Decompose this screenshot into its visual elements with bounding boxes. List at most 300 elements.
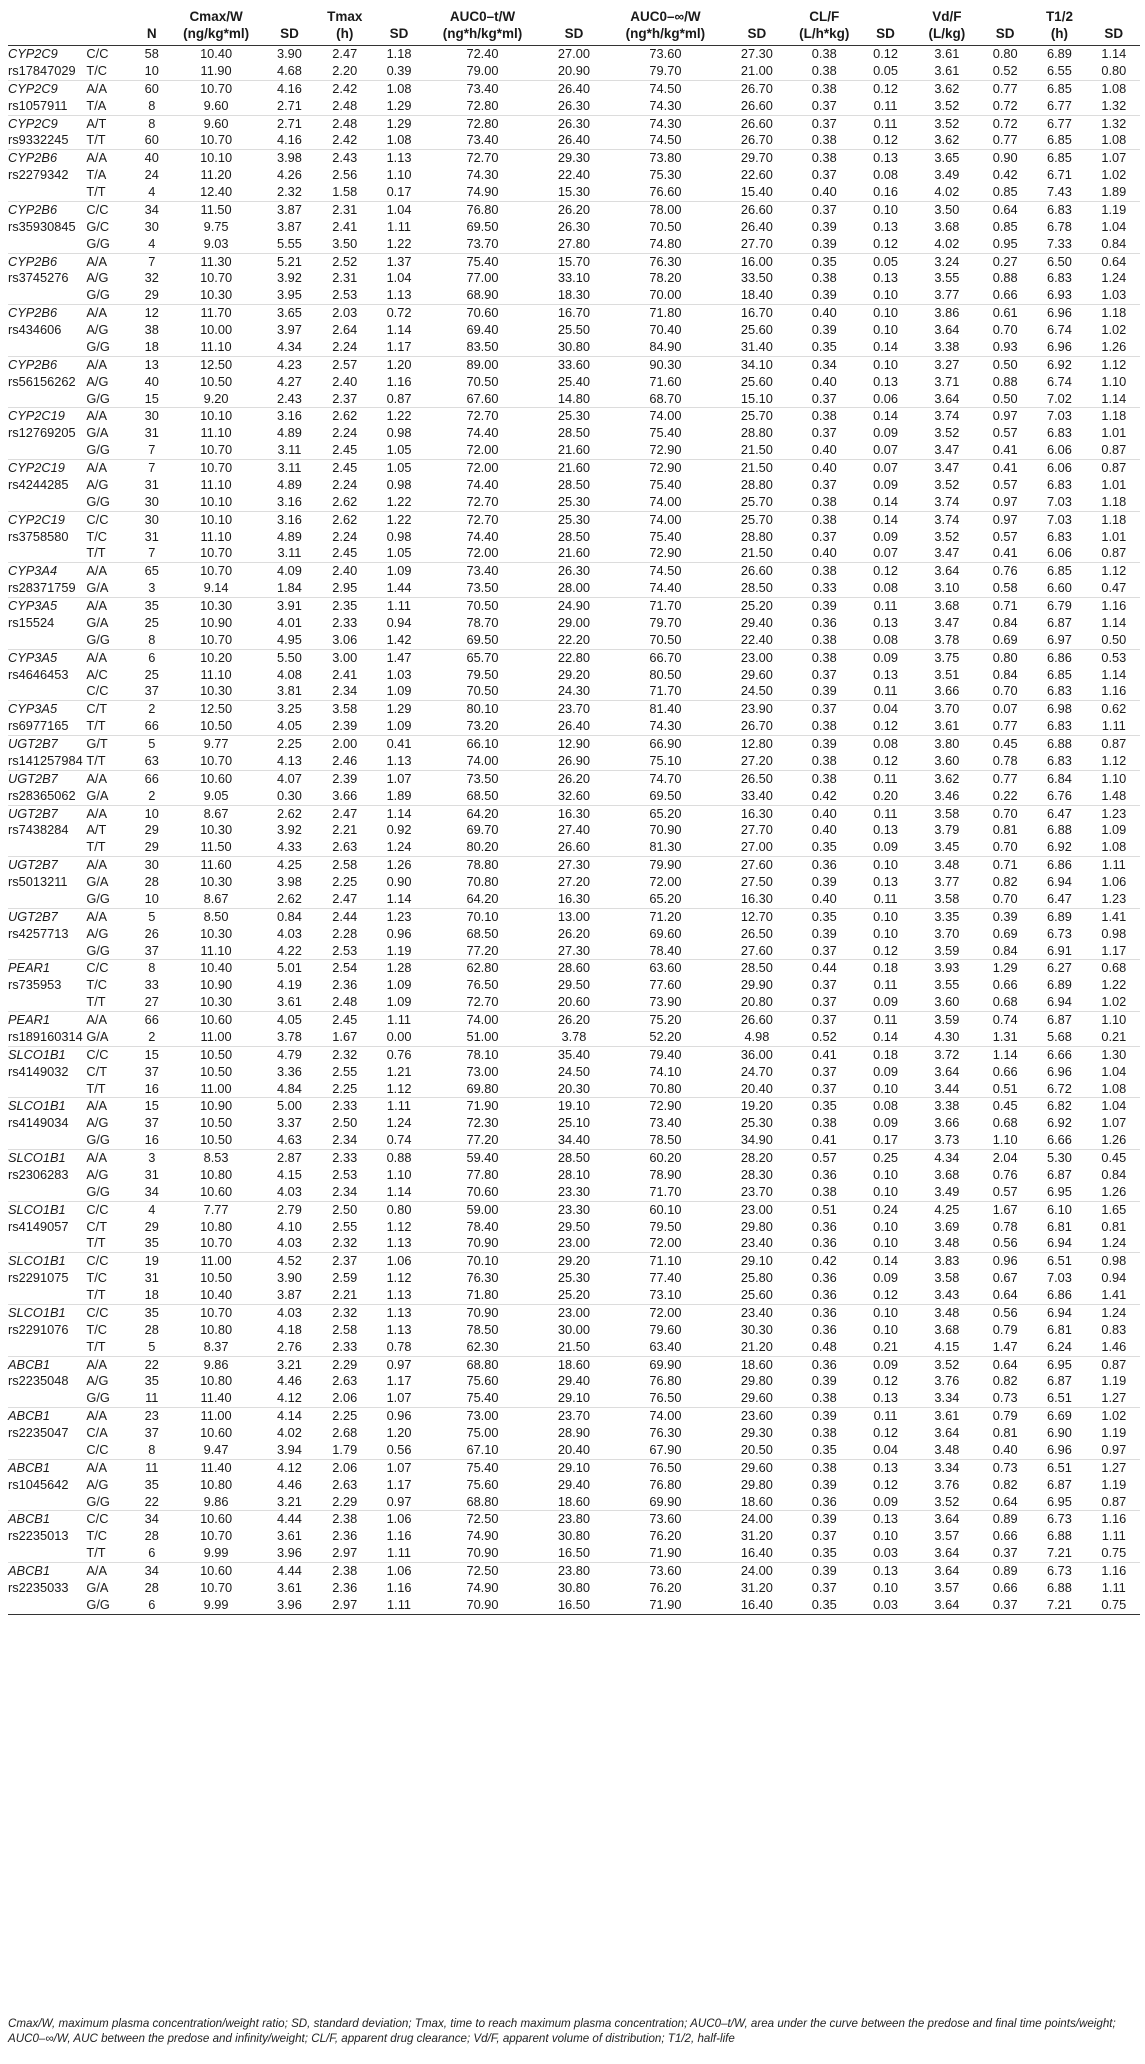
table-cell: 34.10	[740, 356, 773, 372]
table-cell: 3.74	[934, 511, 960, 527]
table-cell: 23.70	[557, 701, 590, 717]
table-cell: 10.30	[171, 683, 261, 700]
table-cell: 1.16	[386, 1528, 412, 1544]
table-cell: 3.00	[332, 649, 358, 665]
table-cell: 4.25	[934, 1201, 960, 1217]
table-cell: 3.10	[915, 580, 979, 597]
table-cell: 3.61	[277, 1528, 302, 1544]
table-cell: 1.04	[386, 201, 412, 217]
table-cell: 2.45	[318, 442, 372, 459]
table-row	[8, 874, 1140, 891]
table-cell: 6.87	[1046, 1012, 1072, 1027]
table-cell: 0.41	[992, 460, 1018, 475]
table-cell: 0.77	[979, 132, 1031, 149]
table-cell: 6.96	[1046, 305, 1072, 321]
table-cell: 60	[144, 80, 159, 96]
table-cell: 0.57	[979, 1184, 1031, 1201]
snp-id: rs7438284	[8, 822, 69, 838]
table-cell: 6.66	[1031, 1132, 1087, 1149]
table-cell: 30.80	[557, 1579, 590, 1595]
table-cell: 76.50	[649, 1459, 682, 1475]
table-cell: 0.10	[873, 305, 899, 321]
table-cell: 10.70	[171, 442, 261, 459]
table-row	[8, 1563, 1140, 1580]
table-cell: 2.37	[318, 391, 372, 408]
empty-cell	[8, 632, 82, 649]
table-cell: 24.00	[740, 1563, 773, 1578]
table-cell: 2.64	[332, 322, 358, 337]
table-cell: 1.12	[1101, 356, 1127, 372]
table-cell: 6.55	[1031, 63, 1087, 80]
table-cell: 1.13	[386, 1321, 412, 1337]
table-cell: 27	[133, 994, 171, 1011]
empty-cell	[8, 287, 82, 304]
empty-cell	[8, 1184, 82, 1201]
table-cell: 0.38	[811, 511, 837, 527]
table-row	[8, 132, 1140, 149]
table-cell: 3.66	[318, 788, 372, 805]
table-cell: 0.58	[979, 580, 1031, 597]
table-cell: 3.58	[332, 701, 358, 717]
table-cell: 0.66	[992, 977, 1018, 993]
table-cell: 1.42	[372, 632, 426, 649]
table-cell: 29.60	[722, 1390, 792, 1407]
table-cell: 0.87	[1101, 1356, 1127, 1372]
table-cell: 27.40	[557, 822, 590, 838]
snp-id: rs1045642	[8, 1476, 69, 1492]
snp-id: rs2279342	[8, 167, 69, 183]
table-cell: 1.19	[372, 943, 426, 960]
table-cell: 0.40	[792, 891, 856, 908]
table-row	[8, 1442, 1140, 1459]
table-cell: 0.10	[873, 322, 899, 337]
table-cell: 0.13	[873, 1563, 899, 1578]
table-cell: 11.90	[171, 63, 261, 80]
table-cell: 2.33	[332, 1098, 358, 1114]
table-cell: 0.89	[992, 1563, 1018, 1578]
table-cell: 73.40	[649, 1115, 682, 1131]
table-cell: 6	[133, 1545, 171, 1562]
table-cell: 34	[144, 1511, 159, 1527]
table-cell: 0.35	[792, 1442, 856, 1459]
table-cell: 3.65	[277, 305, 302, 321]
table-cell: 6.69	[1046, 1408, 1072, 1424]
table-cell: 5.55	[261, 236, 317, 253]
table-cell: 0.40	[811, 805, 837, 821]
table-cell: 12.90	[557, 736, 590, 751]
table-cell: 1.14	[386, 805, 412, 821]
header-row	[8, 6, 1140, 46]
table-cell: 0.45	[992, 736, 1018, 751]
table-cell: 0.41	[979, 442, 1031, 459]
table-cell: 0.38	[811, 150, 837, 166]
table-row	[8, 1115, 1140, 1132]
table-cell: 16.70	[740, 305, 773, 321]
table-cell: 4.79	[277, 1046, 302, 1062]
table-cell: 1.01	[1101, 476, 1127, 492]
table-cell: 1.10	[1101, 373, 1127, 389]
table-cell: 3.52	[934, 1356, 960, 1372]
empty-cell	[8, 391, 82, 408]
table-cell: 0.70	[979, 683, 1031, 700]
column-header-label: Cmax/W	[189, 9, 243, 24]
genotype-cell: C/T	[86, 1063, 108, 1079]
table-cell: 2.63	[318, 839, 372, 856]
table-cell: 6.78	[1046, 218, 1072, 234]
table-cell: 14.80	[539, 391, 609, 408]
genotype-cell: A/A	[86, 150, 108, 166]
table-cell: 72.00	[426, 545, 539, 562]
column-header-label: Vd/F	[932, 9, 962, 24]
column-header-label: CL/F	[809, 9, 840, 24]
table-row	[8, 494, 1140, 511]
empty-cell	[8, 891, 82, 908]
table-cell: 2	[148, 701, 156, 717]
column-header	[318, 6, 372, 46]
table-row	[8, 632, 1140, 649]
table-row	[8, 649, 1140, 666]
table-cell: 2.21	[332, 822, 358, 838]
table-cell: 6.89	[1046, 908, 1072, 924]
genotype-cell: T/C	[86, 1270, 108, 1286]
table-cell: 2.31	[332, 270, 358, 286]
table-cell: 0.39	[811, 598, 837, 613]
table-cell: 1.09	[372, 683, 426, 700]
table-cell: 2.71	[277, 115, 302, 131]
table-cell: 0.37	[811, 201, 837, 217]
table-cell: 6.83	[1046, 425, 1072, 441]
table-cell: 4.10	[277, 1218, 302, 1234]
genotype-cell: G/A	[82, 788, 132, 805]
table-cell: 0.68	[992, 1115, 1018, 1131]
table-cell: 1.07	[372, 1390, 426, 1407]
table-cell: 0.76	[386, 1046, 412, 1062]
table-cell: 3.49	[934, 167, 960, 183]
table-cell: 3.52	[934, 476, 960, 492]
table-cell: 0.14	[856, 1029, 914, 1046]
table-cell: 6.94	[1046, 1304, 1072, 1320]
table-cell: 3.58	[934, 1270, 960, 1286]
table-row	[8, 287, 1140, 304]
gene-name: PEAR1	[8, 1012, 50, 1027]
table-cell: 8.53	[203, 1150, 229, 1165]
genotype-cell: T/T	[82, 839, 132, 856]
table-cell: 0.13	[873, 1511, 899, 1527]
table-cell: 0.17	[372, 184, 426, 201]
genotype-cell: T/T	[82, 1081, 132, 1098]
table-cell: 0.10	[873, 1166, 899, 1182]
gene-name: ABCB1	[8, 1356, 50, 1372]
table-cell: 3.61	[277, 1579, 302, 1595]
table-cell: 28.80	[740, 528, 773, 544]
table-cell: 1.24	[1088, 1235, 1140, 1252]
table-cell: 2.33	[318, 1339, 372, 1356]
table-cell: 2.56	[332, 167, 358, 183]
gene-name: CYP2B6	[8, 150, 58, 166]
table-cell: 1.26	[1088, 339, 1140, 356]
table-cell: 28	[144, 1579, 159, 1595]
table-cell: 0.10	[873, 1218, 899, 1234]
table-row	[8, 667, 1140, 684]
table-cell: 26.60	[740, 201, 773, 217]
table-cell: 2.32	[332, 1046, 358, 1062]
table-row	[8, 1167, 1140, 1184]
table-cell: 23	[144, 1408, 159, 1424]
table-cell: 25.50	[557, 322, 590, 337]
table-cell: 0.84	[992, 666, 1018, 682]
table-cell: 0.57	[992, 476, 1018, 492]
table-row	[8, 408, 1140, 425]
table-cell: 31.40	[722, 339, 792, 356]
table-cell: 74.70	[649, 770, 682, 786]
table-cell: 74.40	[466, 476, 499, 492]
table-cell: 0.38	[811, 563, 837, 579]
table-cell: 34	[133, 1184, 171, 1201]
table-cell: 11.00	[171, 1029, 261, 1046]
table-cell: 1.26	[386, 857, 412, 873]
table-cell: 25.30	[539, 494, 609, 511]
table-row	[8, 1528, 1140, 1545]
table-cell: 0.13	[873, 373, 899, 389]
table-cell: 1.20	[386, 1425, 412, 1440]
table-cell: 80.10	[466, 701, 499, 717]
table-cell: 75.40	[649, 528, 682, 544]
table-cell: 6.85	[1046, 666, 1072, 682]
gene-name: UGT2B7	[8, 770, 58, 786]
table-cell: 67.90	[609, 1442, 722, 1459]
table-cell: 2.25	[277, 736, 302, 751]
table-row	[8, 1012, 1140, 1029]
table-cell: 74.90	[426, 184, 539, 201]
table-cell: 1.06	[1101, 874, 1127, 889]
table-cell: 2	[133, 788, 171, 805]
table-cell: 5.68	[1031, 1029, 1087, 1046]
table-cell: 2.20	[318, 63, 372, 80]
table-cell: 3.50	[934, 201, 960, 217]
table-cell: 72.90	[649, 460, 682, 475]
table-cell: 29	[144, 822, 159, 838]
table-cell: 24.90	[557, 598, 590, 613]
table-cell: 0.10	[873, 925, 899, 941]
column-header-label: T1/2	[1045, 9, 1073, 24]
table-cell: 66	[133, 718, 171, 735]
snp-id: rs735953	[8, 977, 62, 993]
table-cell: 68.50	[426, 788, 539, 805]
column-header-label: SD	[747, 26, 767, 41]
table-row	[8, 98, 1140, 115]
table-cell: 29.50	[557, 977, 590, 993]
table-cell: 0.71	[992, 598, 1018, 613]
table-cell: 26.60	[722, 98, 792, 115]
table-cell: 2.06	[318, 1390, 372, 1407]
table-cell: 3.64	[934, 1511, 960, 1527]
table-cell: 5.50	[277, 649, 302, 665]
table-cell: 25.70	[740, 408, 773, 424]
table-cell: 74.50	[609, 132, 722, 149]
table-cell: 15.30	[539, 184, 609, 201]
table-cell: 6.51	[1046, 1459, 1072, 1475]
table-cell: 28.80	[740, 476, 773, 492]
table-cell: 0.25	[873, 1150, 899, 1165]
table-cell: 2.63	[332, 1476, 358, 1492]
column-header-label: SD	[564, 26, 584, 41]
table-cell: 0.40	[811, 822, 837, 838]
table-cell: 29.40	[557, 1476, 590, 1492]
table-row	[8, 201, 1140, 218]
column-header-label: SD	[995, 26, 1015, 41]
table-cell: 0.69	[992, 925, 1018, 941]
table-cell: 2.41	[332, 218, 358, 234]
genotype-cell: C/C	[86, 1201, 109, 1217]
table-cell: 33.50	[740, 270, 773, 286]
table-cell: 1.05	[372, 442, 426, 459]
table-cell: 2.32	[261, 184, 317, 201]
table-cell: 2.34	[318, 1184, 372, 1201]
snp-id: rs6977165	[8, 718, 82, 735]
table-cell: 69.90	[649, 1356, 682, 1372]
table-cell: 10.90	[200, 1098, 233, 1114]
table-cell: 0.75	[1088, 1545, 1140, 1562]
table-cell: 30	[133, 494, 171, 511]
table-cell: 70.50	[609, 632, 722, 649]
table-cell: 3.21	[261, 1494, 317, 1511]
table-cell: 9.20	[171, 391, 261, 408]
table-cell: 74.50	[649, 563, 682, 579]
table-cell: 52.20	[609, 1029, 722, 1046]
table-cell: 10.40	[200, 960, 233, 976]
table-cell: 72.70	[426, 494, 539, 511]
table-row	[8, 683, 1140, 700]
table-cell: 4.52	[277, 1253, 302, 1269]
table-cell: 1.12	[1101, 563, 1127, 579]
table-cell: 35	[144, 598, 159, 613]
table-cell: 2.48	[318, 98, 372, 115]
empty-cell	[8, 839, 82, 856]
table-cell: 0.38	[811, 1425, 837, 1440]
table-cell: 2.41	[332, 666, 358, 682]
table-cell: 4.22	[261, 943, 317, 960]
table-cell: 9.47	[171, 1442, 261, 1459]
table-cell: 6.86	[1031, 1287, 1087, 1304]
table-cell: 30.80	[557, 1528, 590, 1544]
genotype-cell: T/T	[82, 184, 132, 201]
table-cell: 10.80	[200, 1373, 233, 1389]
table-cell: 6.81	[1046, 1218, 1072, 1234]
gene-name: SLCO1B1	[8, 1046, 66, 1062]
table-cell: 3.87	[277, 218, 302, 234]
table-cell: 6.47	[1031, 891, 1087, 908]
table-cell: 81.40	[649, 701, 682, 717]
table-cell: 10	[133, 63, 171, 80]
table-cell: 12	[144, 305, 159, 321]
table-cell: 0.93	[979, 339, 1031, 356]
table-cell: 0.09	[873, 1270, 899, 1286]
table-cell: 73.50	[466, 770, 499, 786]
table-row	[8, 219, 1140, 236]
table-cell: 27.70	[740, 822, 773, 838]
table-cell: 23.70	[557, 1408, 590, 1424]
table-cell: 77.60	[649, 977, 682, 993]
table-cell: 70.10	[466, 1253, 499, 1269]
table-cell: 30	[144, 218, 159, 234]
table-cell: 1.14	[992, 1046, 1018, 1062]
table-row	[8, 1390, 1140, 1407]
table-cell: 6.89	[1046, 46, 1072, 61]
table-cell: 76.20	[649, 1579, 682, 1595]
table-cell: 2	[133, 1029, 171, 1046]
table-cell: 2.28	[332, 925, 358, 941]
table-cell: 4.07	[277, 770, 302, 786]
table-cell: 1.06	[386, 1253, 412, 1269]
table-cell: 1.11	[372, 1597, 426, 1614]
pk-table	[8, 6, 1140, 1615]
table-cell: 0.11	[856, 891, 914, 908]
table-cell: 4.16	[261, 132, 317, 149]
table-cell: 3.44	[915, 1081, 979, 1098]
table-cell: 16.00	[740, 253, 773, 269]
table-cell: 0.37	[792, 1081, 856, 1098]
table-cell: 23.00	[740, 1201, 773, 1217]
table-cell: 75.40	[466, 1459, 499, 1475]
table-cell: 71.70	[649, 598, 682, 613]
table-cell: 10.30	[200, 925, 233, 941]
table-cell: 0.38	[792, 632, 856, 649]
table-cell: 0.39	[992, 908, 1018, 924]
table-cell: 4.03	[277, 1304, 302, 1320]
table-cell: 1.47	[386, 649, 412, 665]
empty-cell	[8, 1545, 82, 1562]
table-cell: 1.14	[1101, 614, 1127, 630]
genotype-cell: G/A	[86, 874, 109, 889]
table-cell: 0.64	[1101, 253, 1127, 269]
gene-name: UGT2B7	[8, 805, 58, 821]
table-cell: 3.25	[277, 701, 302, 717]
table-cell: 3.60	[915, 994, 979, 1011]
table-cell: 74.40	[466, 425, 499, 441]
genotype-cell: T/A	[82, 98, 132, 115]
table-cell: 5.01	[277, 960, 302, 976]
table-cell: 3.11	[261, 545, 317, 562]
snp-id: rs17847029	[8, 63, 82, 80]
table-cell: 9.86	[171, 1494, 261, 1511]
table-cell: 0.12	[873, 563, 899, 579]
table-cell: 6.06	[1031, 545, 1087, 562]
genotype-cell: G/G	[82, 494, 132, 511]
table-cell: 71.80	[649, 305, 682, 321]
table-cell: 0.10	[873, 1579, 899, 1595]
empty-cell	[8, 184, 82, 201]
table-cell: 1.31	[979, 1029, 1031, 1046]
table-cell: 27.30	[557, 857, 590, 873]
table-cell: 73.20	[426, 718, 539, 735]
table-cell: 68.80	[466, 1356, 499, 1372]
table-cell: 0.96	[386, 1408, 412, 1424]
table-cell: 1.26	[1088, 1184, 1140, 1201]
table-cell: 1.16	[1088, 683, 1140, 700]
table-cell: 0.12	[873, 1425, 899, 1440]
table-cell: 16.40	[722, 1597, 792, 1614]
snp-id: rs2306283	[8, 1166, 69, 1182]
table-cell: 13.00	[557, 908, 590, 924]
table-cell: 0.83	[1101, 1321, 1127, 1337]
table-cell: 70.00	[609, 287, 722, 304]
table-cell: 0.82	[992, 1476, 1018, 1492]
table-cell: 0.38	[811, 1459, 837, 1475]
table-cell: 10.70	[171, 545, 261, 562]
table-cell: 25.80	[740, 1270, 773, 1286]
gene-name: SLCO1B1	[8, 1098, 66, 1114]
table-cell: 21.20	[722, 1339, 792, 1356]
